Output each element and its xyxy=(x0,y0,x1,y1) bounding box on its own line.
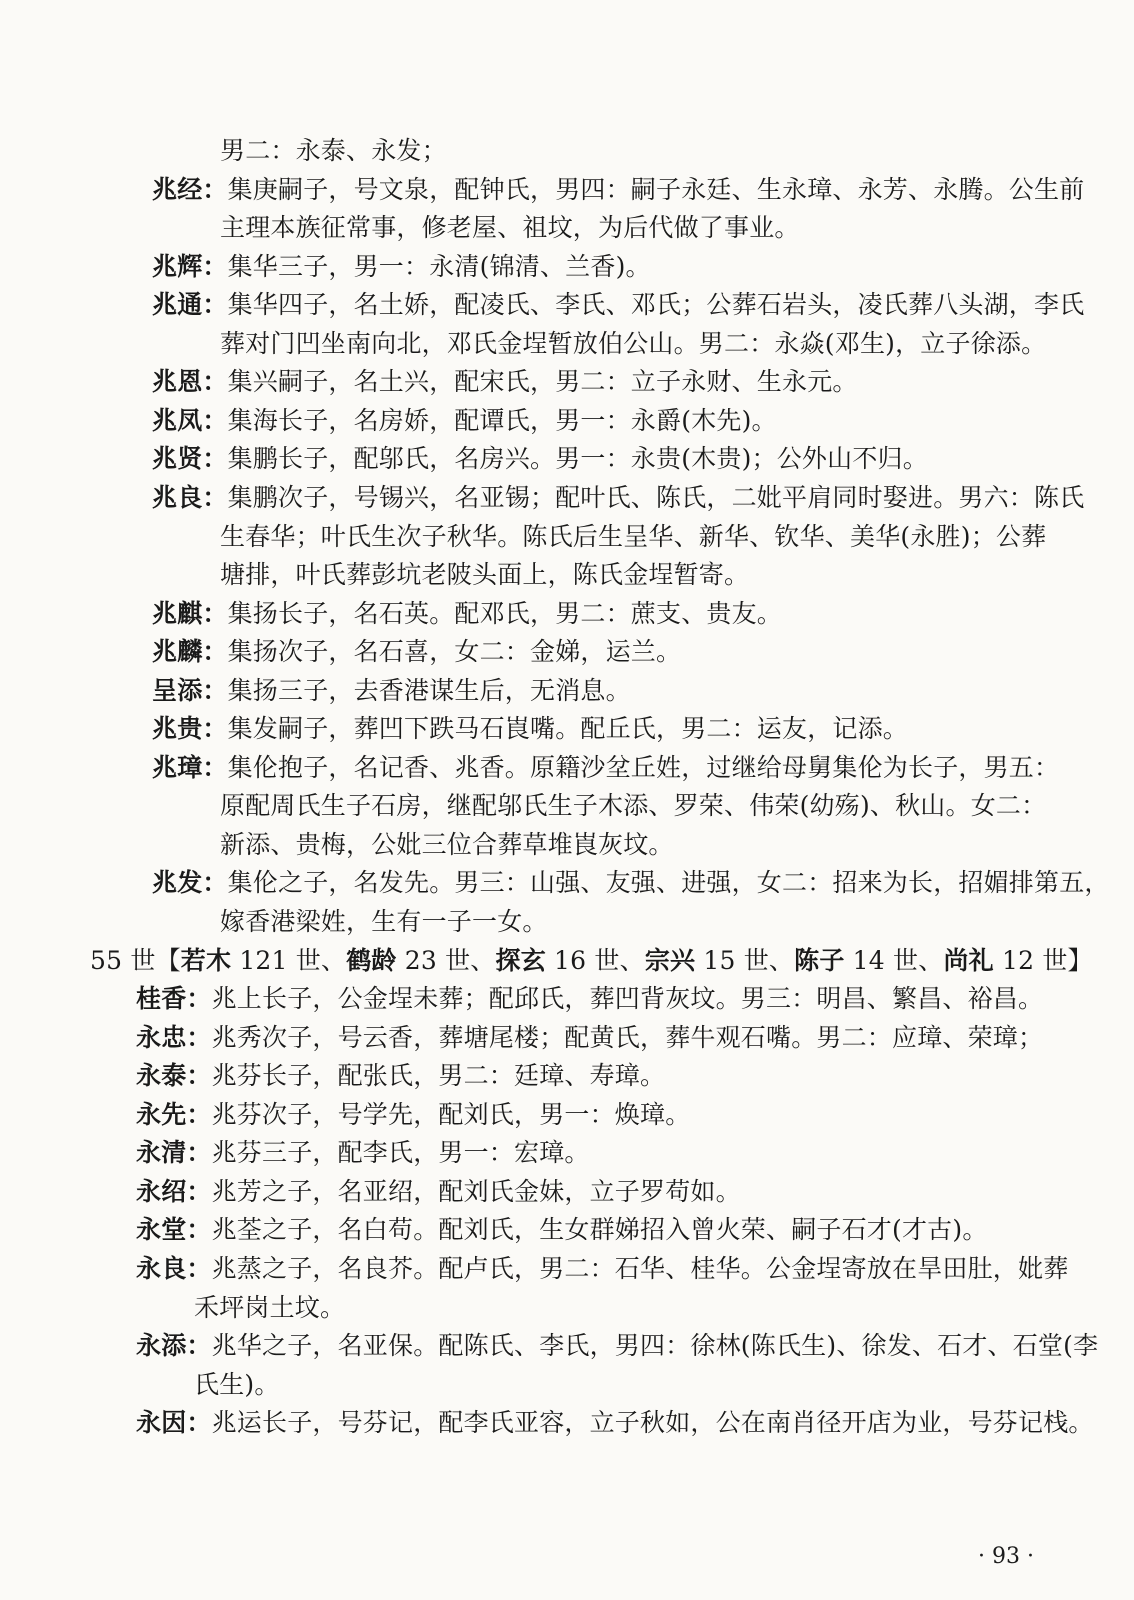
person-name: 永添： xyxy=(136,1331,212,1361)
entry-text: 兆芬次子，号学先，配刘氏，男一：焕璋。 xyxy=(211,1099,691,1129)
entry-line xyxy=(220,905,548,939)
entry-text: 兆蒸之子，名良芥。配卢氏，男二：石华、桂华。公金埕寄放在旱田肚，妣葬 xyxy=(211,1253,1069,1283)
entry-line xyxy=(136,1175,741,1209)
heading-segment: 121 世、 xyxy=(231,945,347,975)
heading-segment: 宗兴 xyxy=(644,945,696,975)
entry-text: 兆运长子，号芬记，配李氏亚容，立子秋如，公在南肖径开店为业，号芬记栈。 xyxy=(211,1408,1094,1438)
entry-text: 葬对门凹坐南向北，邓氏金埕暂放伯公山。男二：永焱(邓生)，立子徐添。 xyxy=(220,328,1047,358)
entry-line xyxy=(152,404,777,438)
entry-text: 集扬长子，名石英。配邓氏，男二：蔗支、贵友。 xyxy=(227,598,783,628)
person-name: 兆恩： xyxy=(152,367,228,397)
person-name: 兆贤： xyxy=(152,444,228,474)
heading-segment: 陈子 xyxy=(794,945,845,975)
entry-text: 男二：永泰、永发； xyxy=(220,136,447,165)
entry-text: 禾坪岗土坟。 xyxy=(194,1292,346,1322)
entry-text: 集庚嗣子，号文泉，配钟氏，男四：嗣子永廷、生永璋、永芳、永腾。公生前 xyxy=(227,174,1085,204)
entry-line xyxy=(136,1098,690,1132)
entry-line xyxy=(194,1291,345,1325)
entry-text: 塘排，叶氏葬彭坑老陂头面上，陈氏金埕暂寄。 xyxy=(220,560,750,590)
person-name: 桂香： xyxy=(136,984,212,1014)
person-name: 呈添： xyxy=(152,675,228,705)
entry-line xyxy=(152,635,681,669)
person-name: 永绍： xyxy=(136,1176,212,1206)
entry-text: 集扬次子，名石喜，女二：金娣，运兰。 xyxy=(227,637,682,667)
entry-line xyxy=(194,1368,280,1402)
entry-line xyxy=(220,327,1046,361)
entry-text: 兆芳之子，名亚绍，配刘氏金妹，立子罗苟如。 xyxy=(211,1176,741,1206)
person-name: 兆辉： xyxy=(152,251,228,281)
entry-line xyxy=(136,1252,1068,1286)
person-name: 兆凤： xyxy=(152,405,228,435)
entry-line xyxy=(152,250,651,284)
entry-line xyxy=(220,520,1046,554)
entry-line xyxy=(136,1021,1043,1055)
entry-line xyxy=(136,982,1043,1016)
entry-line xyxy=(136,1136,590,1170)
entry-text: 兆上长子，公金埕未葬；配邱氏，葬凹背灰坟。男三：明昌、繁昌、裕昌。 xyxy=(211,984,1044,1014)
person-name: 兆通： xyxy=(152,290,228,320)
entry-line xyxy=(152,674,631,708)
heading-segment: 12 世】 xyxy=(993,945,1093,975)
entry-line xyxy=(152,442,928,476)
page-number: · 93 · xyxy=(978,1544,1034,1569)
entry-text: 集发嗣子，葬凹下跌马石崀嘴。配丘氏，男二：运友，记添。 xyxy=(227,714,909,744)
person-name: 兆贵： xyxy=(152,714,228,744)
entry-text: 兆秀次子，号云香，葬塘尾楼；配黄氏，葬牛观石嘴。男二：应璋、荣璋； xyxy=(211,1022,1044,1052)
heading-segment: 尚礼 xyxy=(943,945,994,975)
person-name: 永忠： xyxy=(136,1022,212,1052)
heading-segment: 若木 xyxy=(180,945,232,975)
entry-text: 兆华之子，名亚保。配陈氏、李氏，男四：徐林(陈氏生)、徐发、石才、石堂(李 xyxy=(211,1331,1099,1361)
entry-line xyxy=(136,1059,665,1093)
entry-text: 集海长子，名房娇，配谭氏，男一：永爵(木先)。 xyxy=(227,405,777,435)
person-name: 永先： xyxy=(136,1099,212,1129)
entry-text: 集扬三子，去香港谋生后，无消息。 xyxy=(227,675,631,705)
person-name: 永良： xyxy=(136,1253,212,1283)
person-name: 永清： xyxy=(136,1138,212,1168)
person-name: 兆麟： xyxy=(152,637,228,667)
entry-text: 生春华；叶氏生次子秋华。陈氏后生呈华、新华、钦华、美华(永胜)；公葬 xyxy=(220,521,1047,551)
entry-line xyxy=(152,597,782,631)
entry-line xyxy=(152,751,1059,785)
entry-line xyxy=(220,211,800,245)
entry-text: 新添、贵梅，公妣三位合葬草堆崀灰坟。 xyxy=(220,829,674,859)
person-name: 永泰： xyxy=(136,1061,212,1091)
entry-text: 兆芬长子，配张氏，男二：廷璋、寿璋。 xyxy=(211,1061,666,1091)
entry-line xyxy=(220,134,447,168)
heading-segment: 探玄 xyxy=(495,945,546,975)
entry-line xyxy=(152,288,1084,322)
person-name: 兆发： xyxy=(152,868,228,898)
heading-segment: 【 xyxy=(155,945,181,975)
person-name: 永因： xyxy=(136,1408,212,1438)
entry-text: 原配周氏生子石房，继配邬氏生子木添、罗荣、伟荣(幼殇)、秋山。女二： xyxy=(220,791,1047,821)
entry-line xyxy=(220,558,749,592)
entry-text: 集华三子，男一：永清(锦清、兰香)。 xyxy=(227,251,651,281)
person-name: 兆经： xyxy=(152,174,228,204)
entry-text: 集鹏长子，配邬氏，名房兴。男一：永贵(木贵)；公外山不归。 xyxy=(227,444,928,474)
person-name: 兆良： xyxy=(152,482,228,512)
heading-segment: 16 世、 xyxy=(545,945,645,975)
entry-text: 兆芬三子，配李氏，男一：宏璋。 xyxy=(211,1138,590,1168)
entry-text: 氏生)。 xyxy=(194,1369,280,1399)
entry-text: 兆荃之子，名白苟。配刘氏，生女群娣招入曾火荣、嗣子石才(才古)。 xyxy=(211,1215,988,1245)
entry-text: 主理本族征常事，修老屋、祖坟，为后代做了事业。 xyxy=(220,213,800,243)
entry-line xyxy=(152,712,908,746)
entry-line xyxy=(136,1329,1098,1363)
entry-line xyxy=(220,828,674,862)
heading-segment: 鹤龄 xyxy=(346,945,397,975)
entry-text: 集华四子，名土娇，配凌氏、李氏、邓氏；公葬石岩头，凌氏葬八头湖，李氏 xyxy=(227,290,1085,320)
entry-line xyxy=(136,1406,1094,1440)
entry-line xyxy=(152,173,1084,207)
entry-line xyxy=(220,789,1046,823)
person-name: 兆麒： xyxy=(152,598,228,628)
generation-heading xyxy=(90,944,1093,978)
entry-text: 集伦抱子，名记香、兆香。原籍沙坌丘姓，过继给母舅集伦为长子，男五： xyxy=(227,752,1060,782)
heading-segment: 23 世、 xyxy=(396,945,496,975)
entry-line xyxy=(152,481,1084,515)
entry-text: 集伦之子，名发先。男三：山强、友强、进强，女二：招来为长，招媚排第五， xyxy=(227,868,1110,898)
generation-number: 55 世 xyxy=(90,945,156,975)
entry-text: 嫁香港梁姓，生有一子一女。 xyxy=(220,907,548,936)
entry-line xyxy=(152,866,1110,900)
entry-line xyxy=(152,365,858,399)
person-name: 兆璋： xyxy=(152,752,228,782)
entry-line xyxy=(136,1213,988,1247)
entry-text: 集兴嗣子，名土兴，配宋氏，男二：立子永财、生永元。 xyxy=(227,367,858,397)
entry-text: 集鹏次子，号锡兴，名亚锡；配叶氏、陈氏，二妣平肩同时娶进。男六：陈氏 xyxy=(227,482,1085,512)
heading-segment: 15 世、 xyxy=(695,945,795,975)
person-name: 永堂： xyxy=(136,1215,212,1245)
heading-segment: 14 世、 xyxy=(844,945,944,975)
